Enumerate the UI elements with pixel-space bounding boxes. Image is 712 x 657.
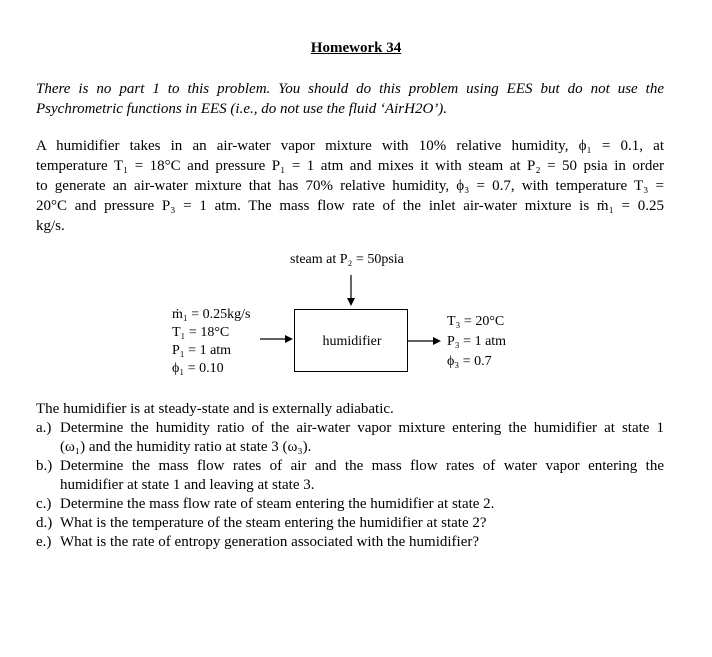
inlet-mass-flow: ṁ₁ = 0.25kg/s — [172, 307, 251, 322]
question-item — [36, 533, 664, 552]
note-line: Psychrometric functions in EES (i.e., do not use the fluid ‘AirH2O’). — [36, 101, 448, 117]
question-item — [36, 495, 664, 514]
inlet-humidity: ϕ₁ = 0.10 — [172, 361, 224, 376]
question-line: Determine the mass flow rates of air and the mass flow rates of water vapor entering the — [60, 458, 664, 474]
questions-intro: The humidifier is at steady-state and is externally adiabatic. — [36, 401, 394, 417]
note-line: There is no part 1 to this problem. You should do this problem using EES but do not use the — [36, 81, 664, 97]
humidifier-box — [294, 309, 408, 372]
question-letter: d.) — [36, 515, 53, 531]
problem-line: A humidifier takes in an air-water vapor mixture with 10% relative humidity, ϕ₁ = 0.1, at — [36, 138, 664, 154]
problem-line: kg/s. — [36, 218, 65, 234]
steam-arrow-head — [347, 298, 355, 306]
question-line: What is the rate of entropy generation associated with the humidifier? — [60, 534, 480, 550]
inlet-temperature: T₁ = 18°C — [172, 325, 230, 340]
steam-label: steam at P₂ = 50psia — [290, 252, 404, 267]
question-item — [36, 514, 664, 533]
outlet-pressure: P₃ = 1 atm — [447, 334, 507, 349]
problem-line: 20°C and pressure P₃ = 1 atm. The mass flow rate of the inlet air-water mixture is ṁ₁ = 0.25 — [36, 198, 664, 214]
page-title: Homework 34 — [310, 40, 402, 56]
inlet-arrow-head — [285, 335, 293, 343]
question-list — [36, 400, 664, 552]
problem-line: temperature T₁ = 18°C and pressure P₁ = 1 atm and mixes it with steam at P₂ = 50 psia in order — [36, 158, 664, 174]
problem-line: to generate an air-water mixture that has 70% relative humidity, ϕ₃ = 0.7, with temperature T₃ = — [36, 178, 664, 194]
question-letter: a.) — [36, 420, 52, 436]
question-line: Determine the humidity ratio of the air-water vapor mixture entering the humidifier at state 1 — [60, 420, 664, 436]
question-letter: e.) — [36, 534, 52, 550]
question-item — [36, 419, 664, 457]
outlet-temperature: T₃ = 20°C — [447, 314, 505, 329]
question-line: Determine the mass flow rate of steam entering the humidifier at state 2. — [60, 496, 495, 512]
outlet-humidity: ϕ₃ = 0.7 — [447, 354, 492, 369]
inlet-pressure: P₁ = 1 atm — [172, 343, 232, 358]
question-line: humidifier at state 1 and leaving at state 3. — [60, 477, 315, 493]
humidifier-label: humidifier — [322, 334, 382, 349]
question-letter: b.) — [36, 458, 53, 474]
question-item — [36, 457, 664, 495]
outlet-arrow-head — [433, 337, 441, 345]
question-line: What is the temperature of the steam entering the humidifier at state 2? — [60, 515, 487, 531]
question-line: (ω₁) and the humidity ratio at state 3 (ω₃). — [60, 439, 312, 455]
question-letter: c.) — [36, 496, 52, 512]
